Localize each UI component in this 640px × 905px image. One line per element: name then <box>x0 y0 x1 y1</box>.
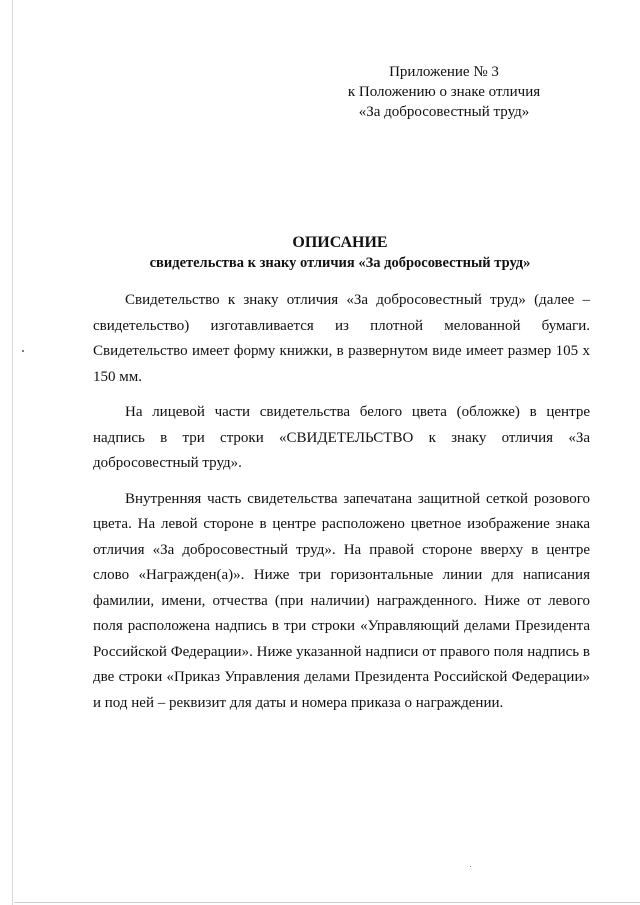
title-main: ОПИСАНИЕ <box>292 234 388 251</box>
appendix-reference: к Положению о знаке отличия <box>347 84 541 100</box>
scan-speck <box>22 350 24 352</box>
paragraph-format: Свидетельство к знаку отличия «За добросовестный труд» (далее – свидетельство) изготавливается из плотной мелованной бумаги. Свидетельство имеет форму книжки, в развернутом виде имеет размер 105 х 150 мм. <box>93 292 590 385</box>
paragraph-inner: Внутренняя часть свидетельства запечатана защитной сеткой розового цвета. На левой стороне в центре расположено цветное изображение знака отличия «За добросовестный труд». На правой стороне вверху в центре слово «Награжден(а)». Ниже три горизонтальные линии для написания фамилии, имени, отчества (при наличии) награжденного. Ниже от левого поля расположена надпись в три строки «Управляющий делами Президента Российской Федерации». Ниже указанной надписи от правого поля надпись в две строки «Приказ Управления делами Президента Российской Федерации» и под ней – реквизит для даты и номера приказа о награждении. <box>93 490 590 711</box>
scan-edge-bottom <box>14 902 640 903</box>
appendix-number: Приложение № 3 <box>389 64 499 80</box>
document-title <box>90 232 590 273</box>
appendix-header <box>330 62 558 122</box>
title-subtitle: свидетельства к знаку отличия «За добросовестный труд» <box>149 255 531 271</box>
document-body <box>93 288 590 716</box>
paragraph-cover: На лицевой части свидетельства белого цвета (обложке) в центре надпись в три строки «СВИДЕТЕЛЬСТВО к знаку отличия «За добросовестный труд». <box>93 404 590 471</box>
scan-edge-left <box>12 0 13 905</box>
appendix-award-name: «За добросовестный труд» <box>358 104 530 120</box>
scan-speck <box>470 866 471 867</box>
